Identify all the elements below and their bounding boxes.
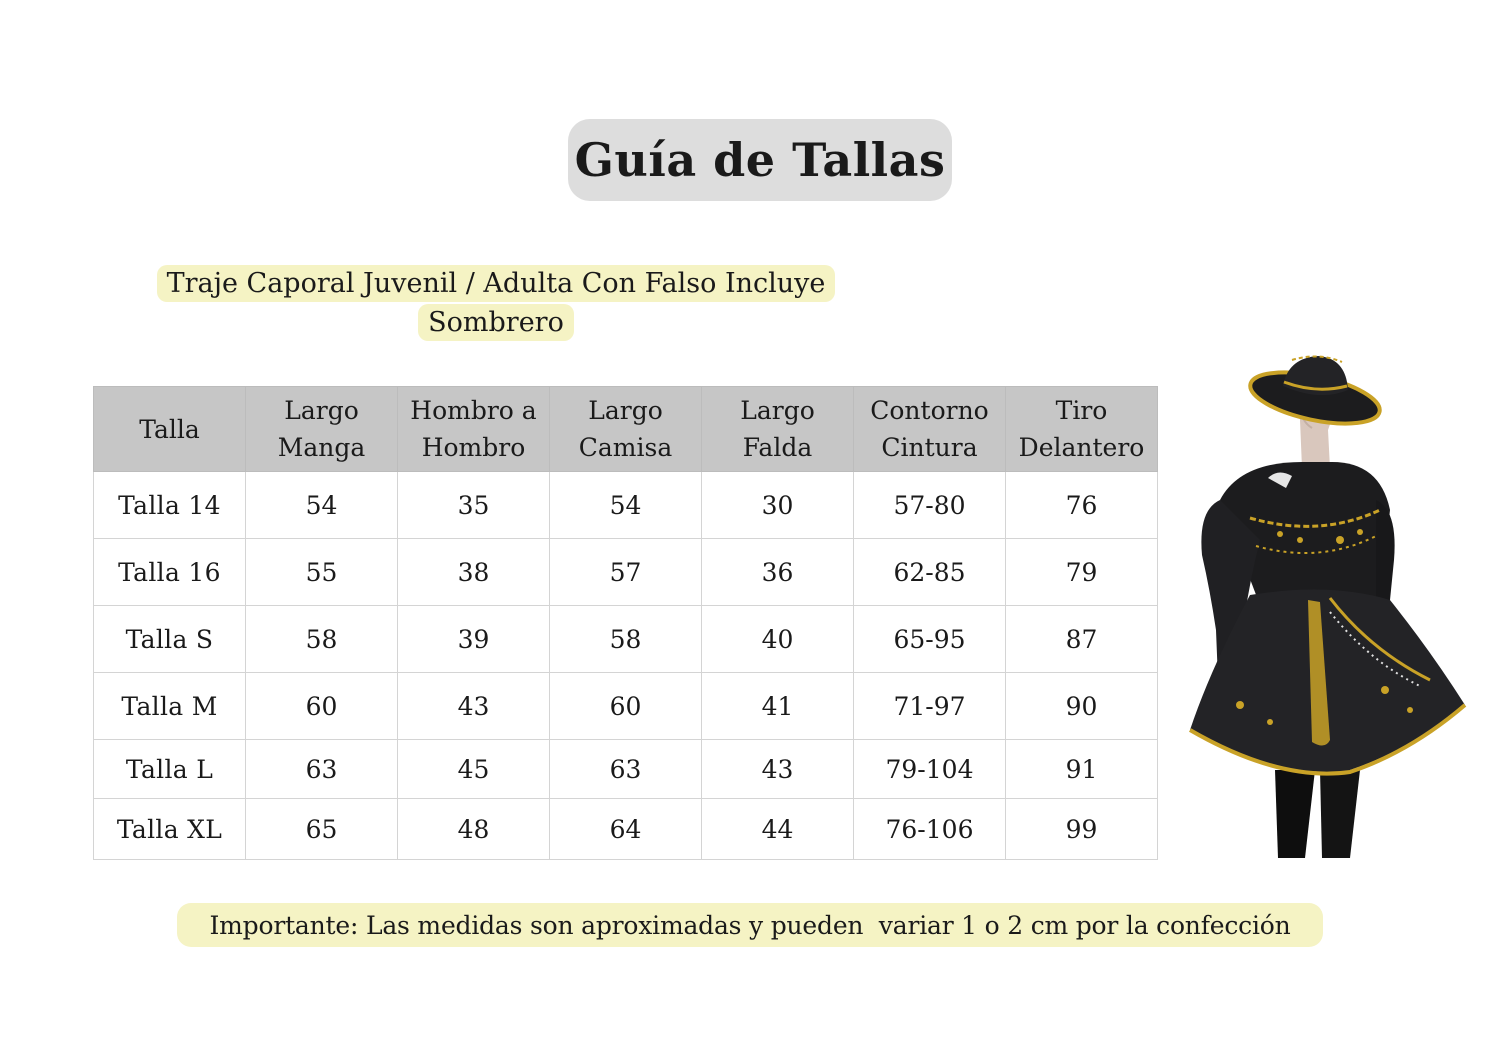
table-cell: 62-85: [854, 539, 1006, 606]
table-cell: 30: [702, 472, 854, 539]
table-cell: 76-106: [854, 799, 1006, 860]
table-cell: 60: [550, 673, 702, 740]
table-cell: 36: [702, 539, 854, 606]
header-tiro-delantero: Tiro Delantero: [1006, 387, 1158, 472]
table-cell: 99: [1006, 799, 1158, 860]
table-row: [94, 799, 1158, 860]
table-cell: 90: [1006, 673, 1158, 740]
table-cell: 87: [1006, 606, 1158, 673]
table-cell: 35: [398, 472, 550, 539]
size-cell: Talla S: [94, 606, 246, 673]
table-cell: 79-104: [854, 740, 1006, 799]
table-row: [94, 673, 1158, 740]
header-talla: Talla: [94, 387, 246, 472]
table-cell: 65: [246, 799, 398, 860]
table-cell: 60: [246, 673, 398, 740]
table-cell: 64: [550, 799, 702, 860]
table-cell: 63: [246, 740, 398, 799]
table-cell: 38: [398, 539, 550, 606]
table-cell: 65-95: [854, 606, 1006, 673]
table-cell: 79: [1006, 539, 1158, 606]
size-cell: Talla L: [94, 740, 246, 799]
table-cell: 71-97: [854, 673, 1006, 740]
table-row: [94, 740, 1158, 799]
table-row: [94, 472, 1158, 539]
costume-photo: [1180, 350, 1470, 860]
size-chart-table: [93, 386, 1158, 860]
table-cell: 57: [550, 539, 702, 606]
table-cell: 39: [398, 606, 550, 673]
table-cell: 63: [550, 740, 702, 799]
table-cell: 43: [702, 740, 854, 799]
size-cell: Talla M: [94, 673, 246, 740]
size-cell: Talla XL: [94, 799, 246, 860]
product-subtitle-text: Traje Caporal Juvenil / Adulta Con Falso Incluye Sombrero: [157, 265, 836, 341]
table-cell: 55: [246, 539, 398, 606]
size-cell: Talla 16: [94, 539, 246, 606]
table-cell: 58: [550, 606, 702, 673]
table-cell: 76: [1006, 472, 1158, 539]
table-cell: 58: [246, 606, 398, 673]
page-title: Guía de Tallas: [568, 119, 952, 201]
important-note: Importante: Las medidas son aproximadas y pueden variar 1 o 2 cm por la confección: [177, 903, 1323, 947]
table-row: [94, 606, 1158, 673]
header-largo-falda: Largo Falda: [702, 387, 854, 472]
header-largo-manga: Largo Manga: [246, 387, 398, 472]
table-header-row: [94, 387, 1158, 472]
table-cell: 57-80: [854, 472, 1006, 539]
table-cell: 41: [702, 673, 854, 740]
header-largo-camisa: Largo Camisa: [550, 387, 702, 472]
table-row: [94, 539, 1158, 606]
header-contorno-cintura: Contorno Cintura: [854, 387, 1006, 472]
table-cell: 48: [398, 799, 550, 860]
table-cell: 45: [398, 740, 550, 799]
table-cell: 44: [702, 799, 854, 860]
product-subtitle: [140, 264, 852, 342]
size-cell: Talla 14: [94, 472, 246, 539]
header-hombro-a-hombro: Hombro a Hombro: [398, 387, 550, 472]
table-cell: 40: [702, 606, 854, 673]
table-cell: 91: [1006, 740, 1158, 799]
table-cell: 54: [550, 472, 702, 539]
table-cell: 54: [246, 472, 398, 539]
table-cell: 43: [398, 673, 550, 740]
